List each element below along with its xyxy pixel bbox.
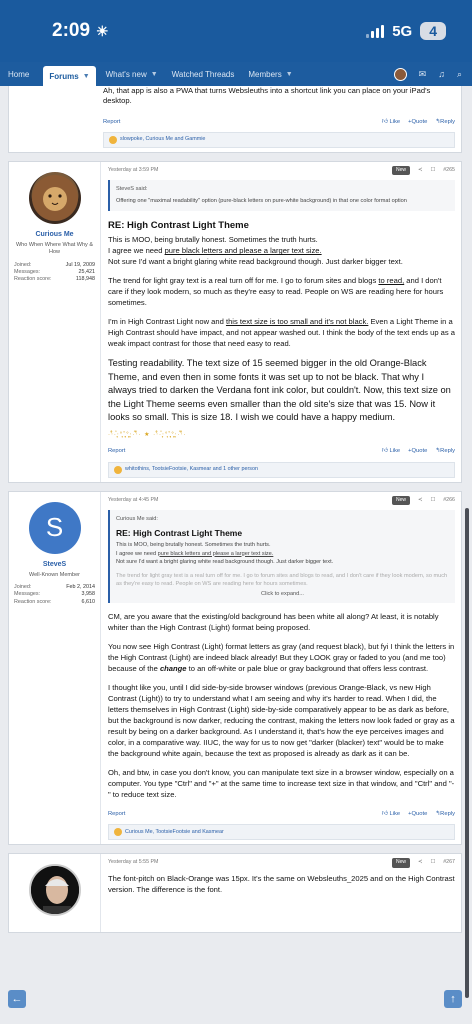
- post-paragraph: [108, 641, 455, 674]
- text-span: and I don't care if they look modern, so much as they're easy to read. People on WS are reading here for hours sometimes.: [108, 276, 444, 308]
- underlined-text: pure black letters and please a larger text size.: [157, 550, 274, 557]
- text-span: to an off-white or pale blue or gray background that offers less contrast.: [186, 664, 429, 674]
- nav-home-label: Home: [8, 69, 30, 79]
- scrollbar[interactable]: [465, 508, 469, 998]
- text-span: Even a Light Theme in a High Contrast should have impact, and not appear washed out. I think the body of the text ends up as a weak impact contrast for those that need easy to read.: [108, 317, 456, 349]
- quote-author[interactable]: Curious Me said:: [116, 516, 158, 523]
- post-timestamp[interactable]: Yesterday at 5:55 PM: [108, 859, 159, 866]
- bell-icon[interactable]: ♫: [438, 69, 445, 79]
- arrow-up-icon: ↑: [450, 993, 456, 1005]
- status-bar: [0, 0, 472, 62]
- quote-line: Not sure I'd want a bright glaring white read background though. Just darker bigger text.: [116, 558, 334, 565]
- nav-watched-label: Watched Threads: [171, 69, 235, 79]
- nav-whats-new-label: What's new: [105, 69, 147, 79]
- reactions-bar[interactable]: [108, 824, 455, 840]
- text-span: I agree we need: [116, 550, 158, 557]
- post-paragraph: I thought like you, until I did side-by-side browser windows (previous Orange-Black, vs new High Contrast (Light)) to try to understand what I am seeing and why it's harder to read. When I did, the letters themselves in High Contrast (Light) side-by-side comparatively appear to be as dark as before, but the background is now darker, reducing the contrast, making the letters now look faded or gray as a result by being on a darker background. As I understand it, that's how the eye perceives images and color, in a comparative way. IIUC, the way for us to now get "darker (blacker) text" would be to make the background white again, because the text as proposed is already as dark as it can be.: [108, 683, 455, 759]
- share-icon[interactable]: ≺: [418, 859, 423, 866]
- new-badge: New: [392, 858, 410, 867]
- nav-forums[interactable]: [43, 66, 95, 86]
- post-number[interactable]: #267: [443, 859, 455, 866]
- time-text: 2:09: [52, 20, 91, 41]
- quote-block: [108, 510, 455, 603]
- scroll-back-button[interactable]: [8, 990, 26, 1008]
- nav-home[interactable]: [8, 70, 29, 79]
- sunrise-icon: ☀: [96, 22, 109, 39]
- large-text-paragraph: Testing readability. The text size of 15 seemed bigger in the old Orange-Black Theme, and even then in some fonts it was set up to not be black. That why I always tried to darken the Verdana font ink color, but couldn't. Now, this text size on the Light Theme seems even smaller than the old site's size that was 15. Now it looks so small. This is size 18. I wish we could have a happy medium.: [108, 358, 451, 423]
- reply-icon: ↰: [435, 118, 441, 125]
- avatar[interactable]: [29, 502, 81, 554]
- messages-label: Messages:: [14, 591, 41, 598]
- quote-faded-text: The trend for light gray text is a real turn off for me. I go to forum sites and blogs to read, and I don't care if they look modern, so much as they're easy to read. People on WS are reading here for hours sometimes.: [116, 572, 448, 587]
- chevron-down-icon[interactable]: ▼: [82, 72, 90, 80]
- emphasized-text: change: [159, 664, 187, 674]
- nav-members-label: Members: [248, 69, 282, 79]
- mail-icon[interactable]: ✉: [418, 68, 427, 79]
- quote-text: Offering one "maximal readability" option (pure-black letters on pure-white background) in that one color format option: [116, 198, 407, 205]
- reactions-text: slowpoke, Curious Me and Gammie: [120, 136, 206, 143]
- user-panel: [9, 162, 101, 482]
- quote-button[interactable]: +Quote: [408, 448, 428, 455]
- signal-icon: [366, 24, 384, 38]
- share-icon[interactable]: ≺: [418, 496, 423, 503]
- post-266: [8, 491, 462, 846]
- like-button[interactable]: [382, 810, 400, 818]
- scroll-top-button[interactable]: [444, 990, 462, 1008]
- reaction-icon: [109, 136, 117, 144]
- avatar[interactable]: [29, 864, 81, 916]
- report-link[interactable]: Report: [108, 811, 126, 818]
- reaction-value: 118,948: [75, 276, 95, 283]
- post-paragraph: Oh, and btw, in case you don't know, you can manipulate text size in a browser window, especially on a computer. You type "Ctrl" and "+" at the same time to increase text size in that window, and "Ctrl" and "-" to reduce text size.: [108, 768, 455, 800]
- nav-watched-threads[interactable]: [172, 70, 235, 79]
- user-title: Who When Where What Why & How: [15, 242, 94, 256]
- like-label: Like: [389, 811, 401, 818]
- reply-icon: ↰: [435, 811, 441, 818]
- reply-button[interactable]: [435, 810, 455, 818]
- post-number[interactable]: #265: [443, 166, 455, 173]
- username[interactable]: SteveS: [42, 560, 67, 568]
- joined-value: Jul 19, 2009: [65, 261, 95, 268]
- share-icon[interactable]: ≺: [418, 166, 423, 173]
- lion-illustration: [29, 172, 81, 224]
- quote-button[interactable]: +Quote: [408, 118, 428, 125]
- search-icon[interactable]: ⌕: [456, 68, 462, 79]
- reactions-bar[interactable]: [103, 132, 455, 148]
- post-timestamp[interactable]: Yesterday at 4:45 PM: [108, 496, 159, 503]
- post-paragraph: CM, are you aware that the existing/old background has been white all along? At least, it is notably whiter than the High Contrast (Light) format being proposed.: [108, 612, 439, 633]
- like-label: Like: [389, 118, 401, 125]
- like-button[interactable]: [382, 118, 400, 126]
- bookmark-icon[interactable]: ☐: [430, 496, 436, 503]
- post-paragraph: [108, 316, 455, 349]
- user-title: Well-Known Member: [29, 571, 80, 578]
- quote-author[interactable]: SteveS said:: [116, 186, 148, 193]
- reaction-label: Reaction score:: [14, 598, 52, 605]
- quote-heading: RE: High Contrast Light Theme: [116, 528, 243, 539]
- reply-button[interactable]: [435, 118, 455, 126]
- text-span: I agree we need: [108, 246, 165, 256]
- nav-forums-label: Forums: [49, 71, 79, 81]
- reactions-text: whitothins, TootsieFootsie, Kasmear and 1 other person: [125, 465, 258, 472]
- post-265: [8, 161, 462, 483]
- thumbs-up-icon: 👍︎: [381, 118, 388, 125]
- avatar-initial: S: [45, 511, 64, 542]
- post-body: [101, 162, 461, 482]
- like-button[interactable]: [382, 447, 400, 455]
- joined-label: Joined:: [14, 261, 32, 268]
- new-badge: New: [392, 166, 410, 175]
- new-badge: New: [392, 496, 410, 505]
- quote-line: This is MOO, being brutally honest. Sometimes the truth hurts.: [116, 542, 271, 549]
- like-label: Like: [389, 448, 401, 455]
- reactions-text: Curious Me, TootsieFootsie and Kasmear: [125, 828, 224, 835]
- reaction-icon: [114, 466, 122, 474]
- post-line: This is MOO, being brutally honest. Sometimes the truth hurts.: [108, 235, 318, 245]
- reply-label: Reply: [440, 448, 455, 455]
- reply-icon: ↰: [435, 448, 441, 455]
- post-timestamp[interactable]: Yesterday at 3:59 PM: [108, 166, 159, 173]
- thumbs-up-icon: 👍︎: [381, 448, 388, 455]
- arrow-left-icon: ←: [11, 993, 23, 1005]
- reaction-value: 6,610: [81, 598, 95, 605]
- username[interactable]: Curious Me: [35, 231, 74, 239]
- thumbs-up-icon: 👍︎: [381, 811, 388, 818]
- post-paragraph: [108, 275, 455, 308]
- text-span: You now see High Contrast (Light) format letters as gray (and request black), but fyi I think the letters in the High Contrast (Light) are indeed black already! But they LOOK gray or faded to you (and me too) because of the: [108, 642, 455, 674]
- battery-icon: 4: [420, 22, 446, 40]
- post-body: [101, 492, 461, 845]
- quote-button[interactable]: +Quote: [408, 811, 428, 818]
- status-time: [52, 20, 109, 42]
- post-cut: [8, 86, 462, 153]
- chevron-down-icon[interactable]: ▼: [150, 70, 158, 78]
- joined-label: Joined:: [14, 584, 32, 591]
- reply-button[interactable]: [435, 447, 455, 455]
- report-link[interactable]: Report: [103, 118, 121, 125]
- post-line: Not sure I'd want a bright glaring white read background though. Just darker bigger text.: [108, 257, 403, 267]
- underlined-text: pure black letters and please a larger text size.: [164, 246, 322, 256]
- text-span: The trend for light gray text is a real turn off for me. I go to forum sites and blogs: [108, 276, 379, 286]
- reaction-label: Reaction score:: [14, 276, 52, 283]
- bookmark-icon[interactable]: ☐: [430, 859, 436, 866]
- person-photo: [31, 866, 81, 916]
- post-paragraph: The font-pitch on Black-Orange was 15px. It's the same on Websleuths_2025 and on the High Contrast version. The difference is the font.: [108, 873, 455, 894]
- messages-value: 25,421: [78, 268, 95, 275]
- click-to-expand[interactable]: Click to expand...: [261, 590, 304, 597]
- quote-line: [116, 550, 449, 558]
- messages-label: Messages:: [14, 268, 41, 275]
- user-avatar[interactable]: [394, 68, 407, 81]
- post-heading: RE: High Contrast Light Theme: [108, 219, 249, 231]
- nav-members[interactable]: [248, 70, 292, 79]
- user-panel: [9, 492, 101, 845]
- post-line: [108, 245, 455, 256]
- underlined-text: this text size is too small and it's not black.: [225, 317, 369, 327]
- avatar[interactable]: [29, 172, 81, 224]
- nav-whats-new[interactable]: [106, 70, 158, 79]
- joined-value: Feb 2, 2014: [66, 584, 95, 591]
- report-link[interactable]: Report: [108, 448, 126, 455]
- user-stats: [14, 262, 95, 284]
- user-stats: [14, 584, 95, 606]
- thread-content: [0, 86, 472, 933]
- post-number[interactable]: #266: [443, 496, 455, 503]
- post-body: [101, 854, 461, 932]
- post-text: Ah, that app is also a PWA that turns Websleuths into a shortcut link you can place on your iPad's desktop.: [103, 86, 431, 105]
- bookmark-icon[interactable]: ☐: [430, 166, 436, 173]
- user-panel: [9, 854, 101, 932]
- network-label: 5G: [392, 22, 413, 40]
- underlined-text: to read,: [378, 276, 405, 286]
- messages-value: 3,958: [81, 591, 95, 598]
- text-span: I'm in High Contrast Light now and: [108, 317, 226, 327]
- reply-label: Reply: [440, 811, 455, 818]
- reactions-bar[interactable]: [108, 462, 455, 478]
- reply-label: Reply: [440, 118, 455, 125]
- chevron-down-icon[interactable]: ▼: [285, 70, 293, 78]
- sparkle-divider: ·‧̍̊·̊‧̥°̩̥˚̩̩̥͙°̩̥‧̥·̊‧̍̊· ★ ·‧̍̊·̊‧̥°̩̥˚̩̩̥͙°̩̥‧̥·̊‧̍̊·: [108, 431, 187, 438]
- main-nav: [0, 62, 472, 86]
- quote-block: [108, 180, 455, 210]
- reaction-icon: [114, 828, 122, 836]
- post-267: [8, 853, 462, 933]
